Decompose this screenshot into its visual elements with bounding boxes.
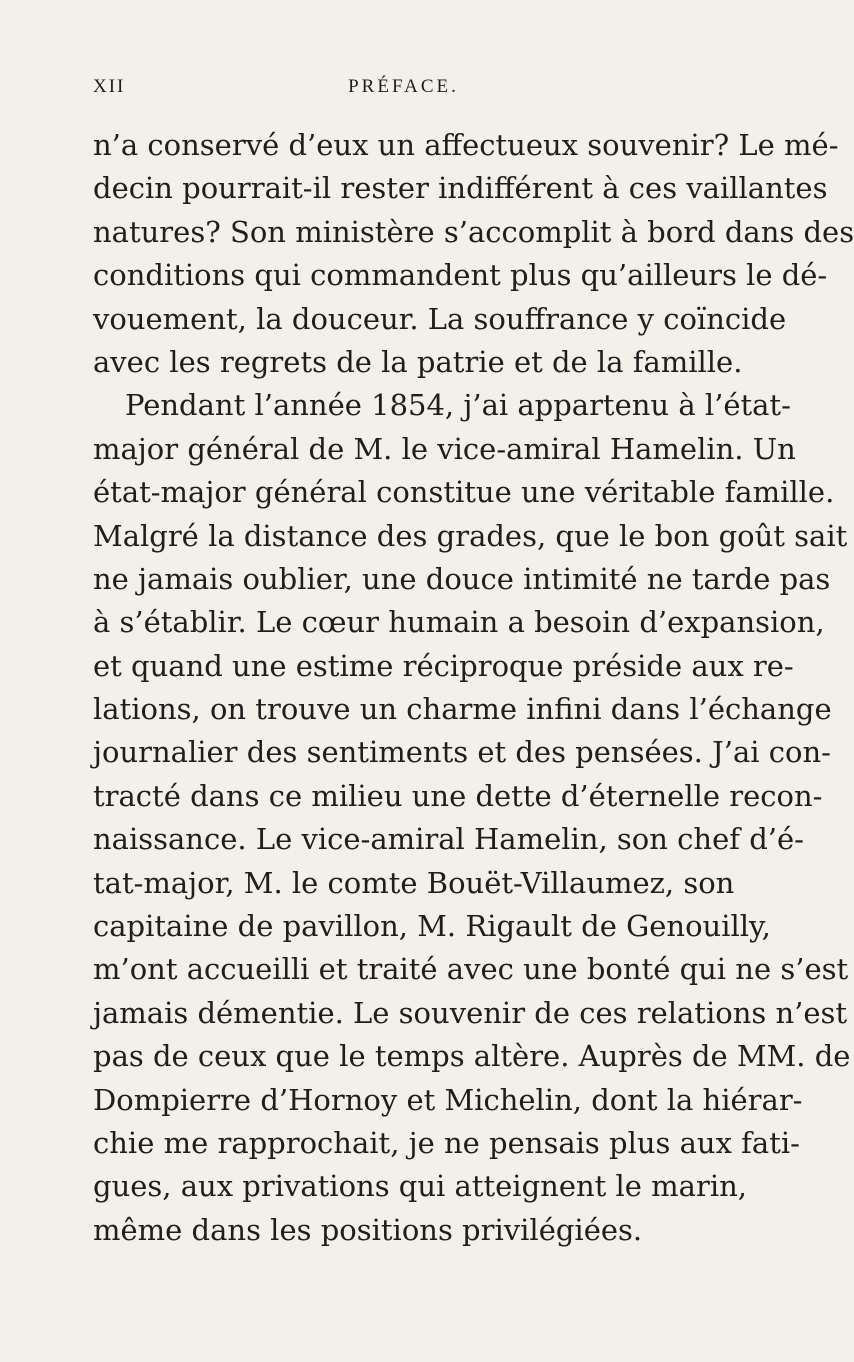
text-line: ne jamais oublier, une douce intimité ne tarde pas <box>93 561 831 596</box>
text-line: lations, on trouve un charme infini dans l’échange <box>93 692 832 727</box>
text-line: n’a conservé d’eux un affectueux souvenir? Le mé- <box>93 128 839 162</box>
text-line: chie me rapprochait, je ne pensais plus aux fati- <box>93 1125 800 1160</box>
text-line: tracté dans ce milieu une dette d’éternelle recon- <box>93 778 823 813</box>
text-line: journalier des sentiments et des pensées. J’ai con- <box>93 735 831 770</box>
text-line: gues, aux privations qui atteignent le marin, <box>93 1169 748 1204</box>
body-text <box>93 124 854 1252</box>
text-line: major général de M. le vice-amiral Hamelin. Un <box>93 431 796 466</box>
text-line: conditions qui commandent plus qu’ailleurs le dé- <box>93 258 828 293</box>
text-line: decin pourrait-il rester indifférent à ces vaillantes <box>93 171 828 206</box>
text-line: état-major général constitue une véritable famille. <box>93 475 835 510</box>
text-line: pas de ceux que le temps altère. Auprès de MM. de <box>93 1039 851 1074</box>
text-line: capitaine de pavillon, M. Rigault de Genouilly, <box>93 909 771 944</box>
text-line: avec les regrets de la patrie et de la famille. <box>93 344 743 379</box>
text-line: m’ont accueilli et traité avec une bonté qui ne s’est <box>93 952 849 987</box>
page-header <box>93 76 714 106</box>
text-line: et quand une estime réciproque préside aux re- <box>93 648 794 683</box>
text-line: jamais démentie. Le souvenir de ces relations n’est <box>93 995 848 1030</box>
text-line: naissance. Le vice-amiral Hamelin, son chef d’é- <box>93 822 804 857</box>
running-head: PRÉFACE. <box>348 76 459 97</box>
text-line: même dans les positions privilégiées. <box>93 1212 643 1247</box>
page-number: XII <box>93 76 126 97</box>
text-line: tat-major, M. le comte Bouët-Villaumez, son <box>93 865 735 900</box>
text-line: Pendant l’année 1854, j’ai appartenu à l’état- <box>125 388 791 423</box>
text-line: à s’établir. Le cœur humain a besoin d’expansion, <box>93 605 825 640</box>
text-line: vouement, la douceur. La souffrance y coïncide <box>93 301 787 336</box>
text-line: natures? Son ministère s’accomplit à bord dans des <box>93 214 854 249</box>
text-line: Dompierre d’Hornoy et Michelin, dont la hiérar- <box>93 1082 803 1117</box>
text-line: Malgré la distance des grades, que le bon goût sait <box>93 518 848 553</box>
